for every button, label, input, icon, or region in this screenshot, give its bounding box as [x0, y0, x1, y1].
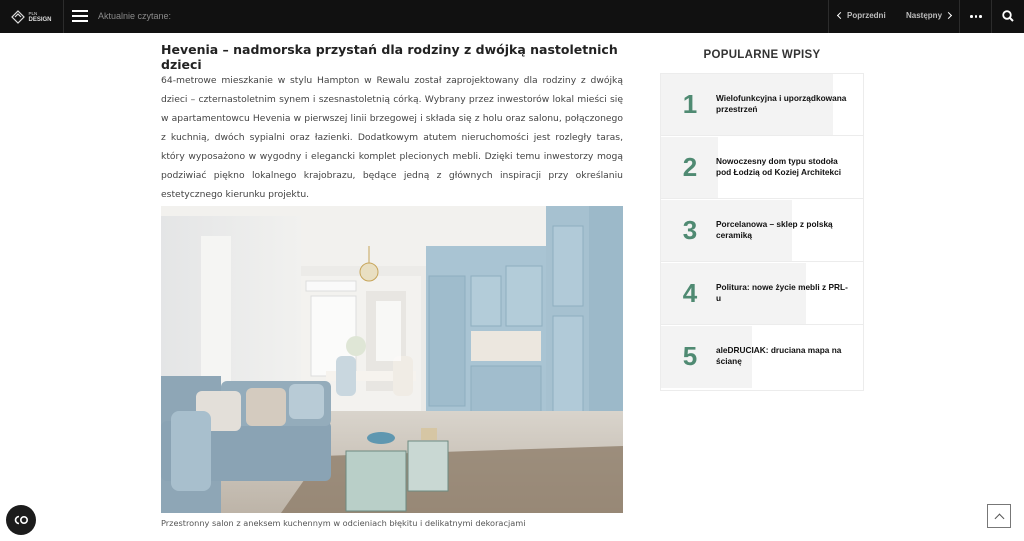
article-body: 64-metrowe mieszkanie w stylu Hampton w Rewalu został zaprojektowany dla rodziny z dwójką dzieci – czternastoletnim synem i szesnastoletnią córką. Wybrany przez inwestorów lokal mieści się w apartamentowcu Hevenia w pierwszej linii brzegowej i składa się z holu oraz salonu, połączonego z kuchnią, dwóch sypialni oraz łazienki. Dodatkowym atutem nieruchomości jest rozległy taras, który wyposażono w wygodny i elegancki komplet plecionych mebli. Dzięki temu inwestorzy mogą podziwiać piękno lokalnego krajobrazu, będące jedną z głównych inspiracji przy określaniu estetycznego kierunku projektu. — [161, 75, 623, 200]
logo-text: PLN DESIGN — [28, 10, 52, 23]
living-room-photo — [161, 206, 623, 513]
previous-post-button[interactable] — [838, 11, 886, 20]
scroll-to-top-button[interactable] — [987, 504, 1011, 528]
more-dots-icon[interactable] — [970, 15, 982, 18]
now-reading-label: Aktualnie czytane: — [98, 11, 172, 21]
chevron-left-icon — [837, 12, 844, 19]
popular-post-item[interactable] — [661, 326, 863, 388]
site-logo[interactable] — [0, 0, 64, 33]
popular-post-item[interactable] — [661, 137, 863, 199]
popular-post-title[interactable]: Nowoczesny dom typu stodoła pod Łodzią od Koziej Architekci — [716, 156, 842, 177]
chevron-right-icon — [945, 12, 952, 19]
next-label: Następny — [906, 11, 943, 20]
logo-mark-icon — [11, 10, 25, 24]
popular-post-item[interactable] — [661, 74, 863, 136]
popular-post-number: 1 — [682, 89, 698, 119]
search-icon[interactable] — [1002, 10, 1014, 22]
previous-label: Poprzedni — [847, 11, 886, 20]
popular-post-item[interactable] — [661, 200, 863, 262]
article-photo[interactable] — [161, 206, 623, 513]
popular-post-number: 5 — [682, 341, 698, 371]
popular-post-title[interactable]: aleDRUCIAK: druciana mapa na ścianę — [716, 345, 842, 366]
popular-post-title[interactable]: Politura: nowe życie mebli z PRL-u — [716, 282, 848, 303]
chevron-up-icon — [994, 513, 1004, 523]
photo-caption: Przestronny salon z aneksem kuchennym w odcieniach błękitu i delikatnymi dekoracjami — [161, 518, 526, 528]
article-title: Hevenia – nadmorska przystań dla rodziny z dwójką nastoletnich dzieci — [161, 42, 618, 72]
popular-post-number: 3 — [682, 215, 698, 245]
popular-post-title[interactable]: Wielofunkcyjna i uporządkowana przestrzeń — [716, 93, 847, 114]
popular-post-title[interactable]: Porcelanowa – sklep z polską ceramiką — [716, 219, 833, 240]
popular-posts-title: POPULARNE WPISY — [660, 49, 864, 61]
cookie-settings-button[interactable] — [6, 505, 36, 535]
popular-post-item[interactable] — [661, 263, 863, 325]
cookie-settings-icon — [13, 515, 29, 525]
popular-post-number: 2 — [682, 152, 698, 182]
next-post-button[interactable] — [906, 11, 951, 20]
top-bar — [0, 0, 1024, 33]
popular-posts-list — [660, 73, 864, 391]
popular-post-number: 4 — [682, 278, 698, 308]
hamburger-icon[interactable] — [72, 10, 88, 23]
